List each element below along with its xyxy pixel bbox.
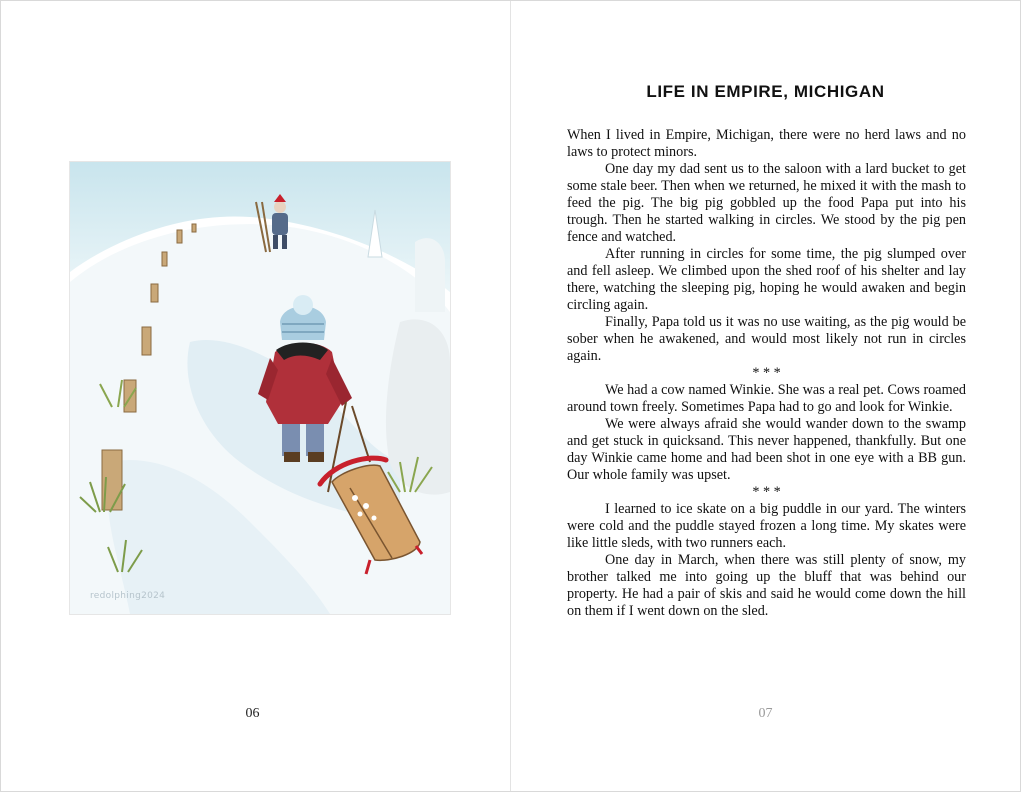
- paragraph-2: One day my dad sent us to the saloon with a lard bucket to get some stale beer. Then when we returned, he mixed it with the mash to feed the pig. The big pig gobbled up the food Papa put into his trough. Then he started walking in circles. We stood by the pig pen fence and watched.: [567, 161, 966, 245]
- paragraph-4: Finally, Papa told us it was no use waiting, as the pig would be sober when he awakened, and would most likely not run in circles again.: [567, 314, 966, 364]
- page-number-left: 06: [245, 706, 260, 721]
- right-page: [511, 1, 1020, 791]
- page-number-right: 07: [758, 706, 773, 721]
- chapter-title: LIFE IN EMPIRE, MICHIGAN: [646, 82, 885, 101]
- paragraph-7: I learned to ice skate on a big puddle in our yard. The winters were cold and the puddle stayed frozen a long time. My skates were like little sleds, with two runners each.: [567, 501, 966, 551]
- sledding-illustration: [69, 161, 451, 615]
- illustration-drawing: [70, 162, 450, 614]
- illustration-signature: redolphing2024: [90, 591, 166, 601]
- section-separator-2: * * *: [752, 484, 781, 500]
- paragraph-5: We had a cow named Winkie. She was a real pet. Cows roamed around town freely. Sometimes Papa had to go and look for Winkie.: [567, 382, 966, 415]
- paragraph-6: We were always afraid she would wander down to the swamp and get stuck in quicksand. This never happened, thankfully. But one day Winkie came home and had been shot in one eye with a BB gun. Our whole family was upset.: [567, 416, 966, 483]
- section-separator-1: * * *: [752, 365, 781, 381]
- chapter-body: [567, 127, 966, 620]
- paragraph-1: When I lived in Empire, Michigan, there were no herd laws and no laws to protect minors.: [567, 127, 966, 160]
- paragraph-3: After running in circles for some time, the pig slumped over and fell asleep. We climbed upon the shed roof of his shelter and lay there, watching the sleeping pig, hoping he would awaken and begin circling again.: [567, 246, 966, 313]
- left-page: [1, 1, 511, 791]
- paragraph-8: One day in March, when there was still plenty of snow, my brother talked me into going up the bluff that was behind our property. He had a pair of skis and said he would come down the hill on them if I went down on the sled.: [567, 552, 966, 619]
